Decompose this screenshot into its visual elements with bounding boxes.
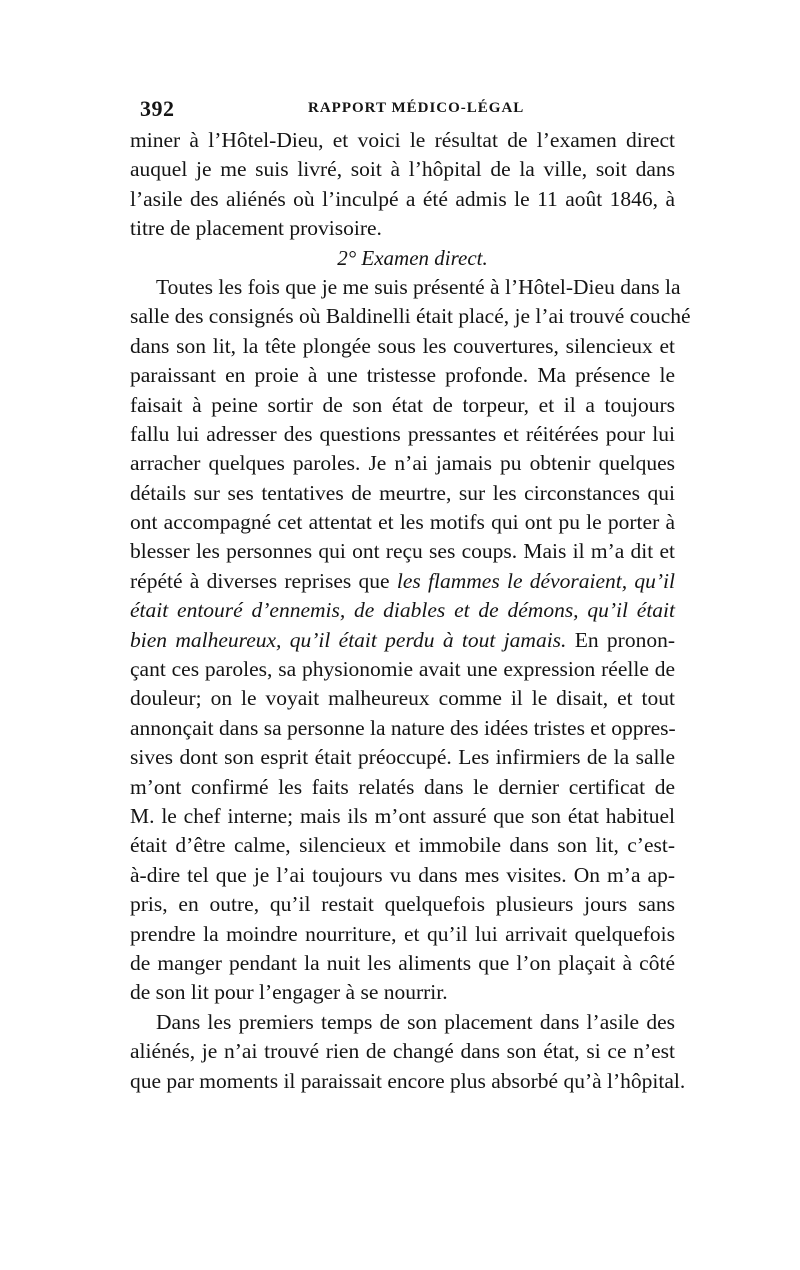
text-line: çant ces paroles, sa physionomie avait une expression réelle de — [130, 657, 675, 682]
text-line: faisait à peine sortir de son état de torpeur, et il a toujours — [130, 392, 675, 417]
text-line: Dans les premiers temps de son placement dans l’asile des — [156, 1009, 675, 1034]
italic-quote: les flammes le dévoraient, qu’il — [396, 568, 675, 593]
text-line: douleur; on le voyait malheureux comme il le disait, et tout — [130, 686, 675, 711]
section-heading: 2° Examen direct. — [337, 245, 488, 270]
text-line — [130, 567, 675, 596]
text-line — [130, 596, 675, 625]
text-line: salle des consignés où Baldinelli était placé, je l’ai trouvé couché — [130, 304, 691, 329]
page-number: 392 — [140, 96, 175, 121]
text-line: détails sur ses tentatives de meurtre, sur les circonstances qui — [130, 480, 675, 505]
body-text — [130, 126, 691, 1096]
text-line: pris, en outre, qu’il restait quelquefois plusieurs jours sans — [130, 892, 675, 917]
text-line: dans son lit, la tête plongée sous les couvertures, silencieux et — [130, 333, 675, 358]
italic-quote: était entouré d’ennemis, de diables et de démons, qu’il était — [130, 598, 675, 623]
text-line: paraissant en proie à une tristesse profonde. Ma présence le — [130, 363, 675, 388]
text-line: annonçait dans sa personne la nature des idées tristes et oppres- — [130, 715, 676, 740]
text-line: miner à l’Hôtel-Dieu, et voici le résultat de l’examen direct — [130, 128, 675, 152]
running-title: RAPPORT MÉDICO-LÉGAL — [308, 100, 525, 116]
text-line: blesser les personnes qui ont reçu ses coups. Mais il m’a dit et — [130, 539, 675, 564]
text-line: M. le chef interne; mais ils m’ont assuré que son état habituel — [130, 803, 675, 828]
text-line — [130, 626, 675, 655]
text-line: aliénés, je n’ai trouvé rien de changé dans son état, si ce n’est — [130, 1039, 675, 1064]
text-line: titre de placement provisoire. — [130, 216, 382, 241]
running-head — [140, 96, 540, 120]
text-line: l’asile des aliénés où l’inculpé a été admis le 11 août 1846, à — [130, 186, 675, 211]
text-line: sives dont son esprit était préoccupé. Les infirmiers de la salle — [130, 745, 675, 770]
text-line: prendre la moindre nourriture, et qu’il lui arrivait quelquefois — [130, 921, 675, 946]
italic-quote: bien malheureux, qu’il était perdu à tout jamais. — [130, 627, 567, 652]
text-line: Toutes les fois que je me suis présenté à l’Hôtel-Dieu dans la — [156, 274, 681, 299]
text-line: que par moments il paraissait encore plus absorbé qu’à l’hôpital. — [130, 1068, 686, 1093]
text-segment: En pronon- — [566, 627, 675, 652]
text-line: était d’être calme, silencieux et immobile dans son lit, c’est- — [130, 833, 675, 858]
text-line: auquel je me suis livré, soit à l’hôpital de la ville, soit dans — [130, 157, 675, 182]
text-line: de son lit pour l’engager à se nourrir. — [130, 980, 448, 1005]
text-line: fallu lui adresser des questions pressantes et réitérées pour lui — [130, 421, 675, 446]
text-line: ont accompagné cet attentat et les motifs qui ont pu le porter à — [130, 510, 675, 535]
text-line: à-dire tel que je l’ai toujours vu dans mes visites. On m’a ap- — [130, 862, 675, 887]
text-line: m’ont confirmé les faits relatés dans le dernier certificat de — [130, 774, 675, 799]
text-line: de manger pendant la nuit les aliments que l’on plaçait à côté — [130, 950, 675, 975]
text-segment: répété à diverses reprises que — [130, 568, 397, 593]
text-line: arracher quelques paroles. Je n’ai jamais pu obtenir quelques — [130, 451, 675, 476]
